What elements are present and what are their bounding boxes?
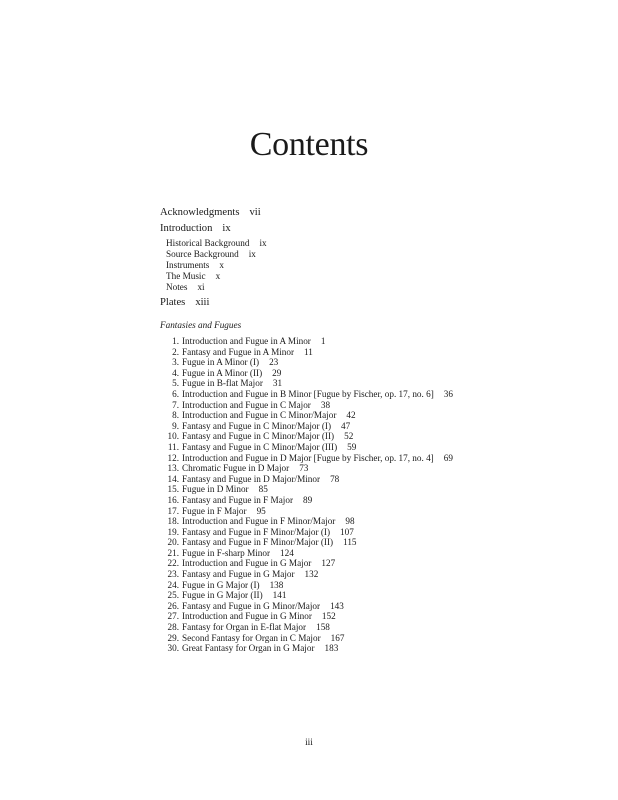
toc-list [166,336,453,654]
toc-item-page: 59 [347,441,357,452]
toc-item-title: Chromatic Fugue in D Major [182,463,290,474]
toc-item-title: Fugue in G Major (I) [182,579,260,590]
toc-item-title: Introduction and Fugue in G Minor [182,611,312,622]
toc-entry-label: Acknowledgments [160,207,240,218]
toc-item-title: Fugue in A Minor (I) [182,357,260,368]
toc-entry-introduction[interactable] [160,223,231,234]
toc-item-title: Fantasy and Fugue in G Major [182,569,295,580]
toc-item[interactable] [166,368,453,379]
toc-item-page: 11 [304,346,313,357]
toc-item-page: 167 [330,632,345,643]
toc-item[interactable] [166,590,453,601]
toc-item-page: 183 [324,643,339,654]
toc-item-title: Introduction and Fugue in G Major [182,558,312,569]
toc-item-number: 26. [167,600,179,611]
toc-item-page: 143 [330,600,344,611]
toc-item-page: 124 [280,547,294,558]
toc-item[interactable] [166,463,453,474]
toc-item[interactable] [166,527,453,538]
toc-item[interactable] [166,569,453,580]
toc-entry-label: Introduction [160,223,213,234]
toc-item[interactable] [166,516,453,527]
toc-entry-acknowledgments[interactable] [160,207,261,218]
toc-item-title: Fantasy and Fugue in F Minor/Major (I) [182,526,331,537]
toc-item-page: 152 [321,611,336,622]
toc-item-number: 21. [167,547,179,558]
toc-item-title: Introduction and Fugue in C Minor/Major [182,410,337,421]
toc-item-title: Introduction and Fugue in B Minor [Fugue by Fischer, op. 17, no. 6] [182,388,434,399]
toc-item[interactable] [166,378,453,389]
toc-entry-page: ix [248,249,256,259]
toc-entry-page: x [219,260,224,270]
toc-item-page: 85 [258,484,268,495]
toc-item-number: 28. [167,622,179,633]
toc-item-title: Fantasy and Fugue in C Minor/Major (I) [182,420,332,431]
toc-item[interactable] [166,622,453,633]
toc-item[interactable] [166,506,453,517]
toc-item[interactable] [166,431,453,442]
toc-item[interactable] [166,336,453,347]
toc-item-page: 138 [269,579,284,590]
toc-item[interactable] [166,495,453,506]
toc-item-page: 141 [272,590,287,601]
toc-item[interactable] [166,580,453,591]
toc-item-title: Second Fantasy for Organ in C Major [182,632,321,643]
toc-item-page: 29 [272,367,282,378]
toc-item-page: 98 [345,516,355,527]
toc-subentry-source-background[interactable] [166,249,256,260]
toc-item[interactable] [166,558,453,569]
toc-item[interactable] [166,611,453,622]
toc-item-number: 1. [172,336,179,346]
section-heading: Fantasies and Fugues [160,320,242,330]
toc-item-page: 73 [299,463,309,474]
toc-item-number: 11. [167,441,179,452]
toc-subentry-the-music[interactable] [166,271,220,282]
toc-item-number: 14. [167,473,179,484]
toc-item-number: 5. [172,378,179,389]
toc-item-number: 17. [167,505,179,516]
toc-item-page: 38 [320,399,331,410]
toc-item-title: Introduction and Fugue in F Minor/Major [182,516,336,527]
toc-entry-page: ix [222,223,231,234]
toc-item-title: Fugue in B-flat Major [182,378,263,389]
toc-item-number: 4. [172,367,179,378]
toc-item-page: 115 [343,537,357,548]
toc-item-page: 127 [321,558,336,569]
toc-item-page: 69 [443,452,453,463]
toc-item-title: Fantasy and Fugue in F Major [182,494,294,505]
toc-item-page: 89 [303,494,313,505]
toc-item-page: 36 [443,388,453,399]
toc-entry-page: vii [249,207,261,218]
toc-item[interactable] [166,537,453,548]
toc-item-title: Fantasy and Fugue in C Minor/Major (II) [182,431,335,442]
toc-subentry-instruments[interactable] [166,260,224,271]
toc-item-title: Fugue in A Minor (II) [182,367,263,378]
toc-item-number: 3. [172,357,179,368]
toc-item-title: Fantasy and Fugue in F Minor/Major (II) [182,537,334,548]
toc-item-number: 30. [167,643,179,654]
toc-item-title: Fugue in F Major [182,505,247,516]
toc-item-number: 24. [167,579,179,590]
toc-item-number: 10. [167,431,179,442]
toc-item-title: Fantasy and Fugue in D Major/Minor [182,473,321,484]
toc-item-title: Introduction and Fugue in A Minor [182,336,311,346]
toc-item-number: 29. [167,632,179,643]
toc-item[interactable] [166,400,453,411]
page-title: Contents [249,126,369,163]
toc-entry-page: xi [197,282,205,292]
toc-item[interactable] [166,421,453,432]
toc-item-number: 15. [167,484,179,495]
toc-item-page: 158 [316,622,330,633]
toc-item[interactable] [166,389,453,400]
toc-item-page: 78 [330,473,340,484]
toc-item-number: 19. [167,526,179,537]
toc-subentry-notes[interactable] [166,282,205,293]
toc-entry-page: x [215,271,221,281]
toc-item-title: Fantasy for Organ in E-flat Major [182,622,307,633]
toc-entry-page: ix [259,238,267,248]
toc-item[interactable] [166,548,453,559]
toc-entry-plates[interactable] [160,297,209,308]
toc-item-number: 16. [167,494,179,505]
toc-item-page: 52 [344,431,354,442]
toc-item[interactable] [166,410,453,421]
toc-item-page: 107 [340,526,354,537]
toc-item-title: Introduction and Fugue in D Major [Fugue by Fischer, op. 17, no. 4] [182,452,434,463]
toc-item-number: 18. [167,516,179,527]
toc-item-number: 7. [172,399,179,410]
toc-entry-label: Historical Background [166,238,250,248]
toc-item-number: 20. [167,537,179,548]
toc-item-page: 47 [341,420,351,431]
toc-item-page: 31 [272,378,283,389]
toc-item-title: Fantasy and Fugue in C Minor/Major (III) [182,441,338,452]
toc-item[interactable] [166,442,453,453]
toc-item-title: Great Fantasy for Organ in G Major [182,643,315,654]
toc-entry-label: Source Background [166,249,239,259]
toc-item[interactable] [166,643,453,654]
toc-entry-label: Instruments [166,260,210,270]
toc-subentry-historical-background[interactable] [166,238,267,249]
toc-item-number: 23. [167,569,179,580]
toc-entry-label: Notes [166,282,188,292]
toc-item-number: 8. [172,410,179,421]
toc-item-page: 42 [346,410,356,421]
toc-item-number: 25. [167,590,179,601]
toc-item-page: 23 [269,357,279,368]
toc-item-page: 132 [304,569,319,580]
toc-item-number: 9. [172,420,179,431]
toc-item[interactable] [166,453,453,464]
toc-item-title: Fugue in D Minor [182,484,249,495]
toc-entry-label: The Music [166,271,206,281]
toc-item-number: 2. [172,346,179,357]
toc-item[interactable] [166,357,453,368]
toc-item[interactable] [166,484,453,495]
toc-entry-label: Plates [160,297,186,308]
toc-item[interactable] [166,347,453,358]
toc-item-title: Fantasy and Fugue in A Minor [182,346,295,357]
toc-entry-page: xiii [195,297,210,308]
toc-item[interactable] [166,601,453,612]
toc-item-title: Fugue in F-sharp Minor [182,547,271,558]
toc-item-number: 12. [167,452,179,463]
toc-item-number: 13. [167,463,179,474]
toc-item-title: Fantasy and Fugue in G Minor/Major [182,600,321,611]
toc-item-number: 22. [167,558,179,569]
toc-item-number: 27. [167,611,179,622]
toc-item-number: 6. [172,388,179,399]
toc-item[interactable] [166,474,453,485]
toc-item-title: Introduction and Fugue in C Major [182,399,311,410]
toc-item-title: Fugue in G Major (II) [182,590,263,601]
toc-item-page: 1 [320,336,326,346]
toc-item[interactable] [166,633,453,644]
toc-item-page: 95 [256,505,266,516]
page-number: iii [305,738,313,748]
